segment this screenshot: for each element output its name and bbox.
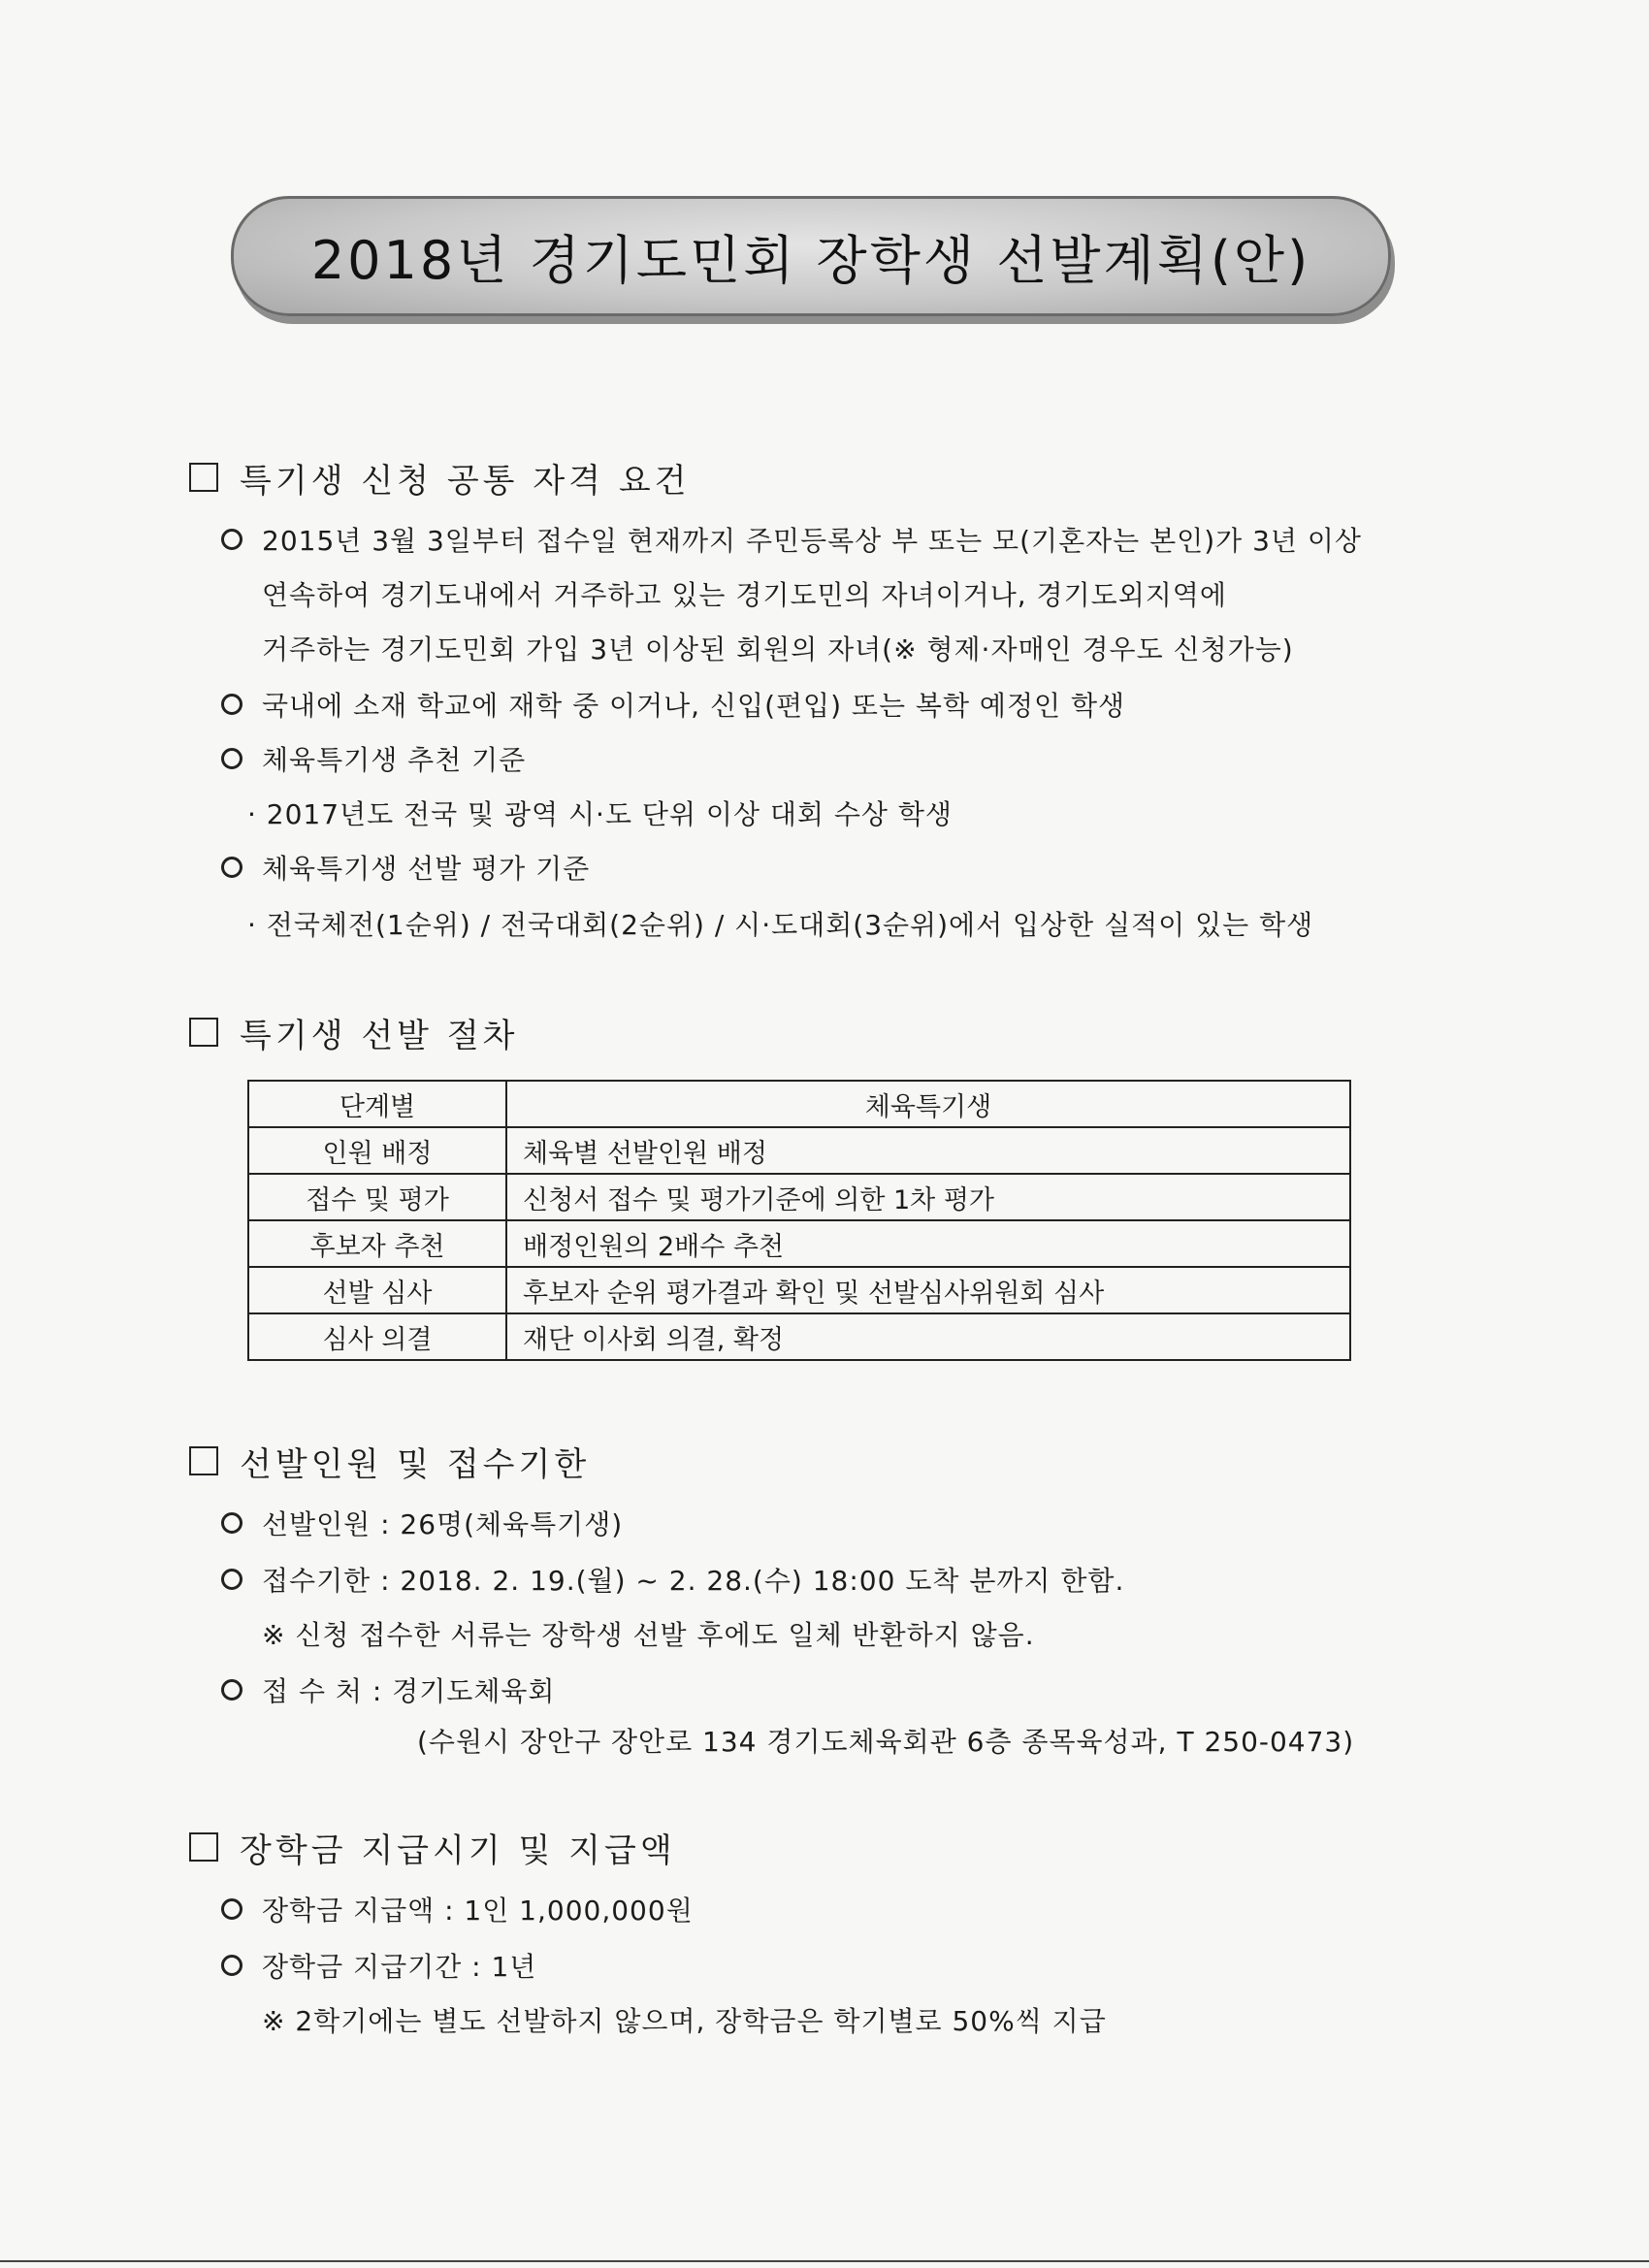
note: ※ 신청 접수한 서류는 장학생 선발 후에도 일체 반환하지 않음. (262, 1619, 1035, 1651)
circle-bullet-icon (221, 1898, 242, 1920)
table-cell: 선발 심사 (248, 1267, 506, 1313)
table-cell: 재단 이사회 의결, 확정 (506, 1313, 1350, 1360)
section-title: 특기생 선발 절차 (240, 1016, 519, 1055)
circle-bullet-icon (221, 1569, 242, 1590)
section-title: 선발인원 및 접수기한 (240, 1444, 591, 1484)
scan-edge-divider (0, 2260, 1649, 2262)
circle-bullet-icon (221, 1955, 242, 1976)
section-eligibility (189, 454, 691, 501)
checkbox-icon (189, 463, 218, 492)
checkbox-icon (189, 1018, 218, 1047)
list-item: 장학금 지급액 : 1인 1,000,000원 (221, 1890, 694, 1928)
table-cell: 심사 의결 (248, 1313, 506, 1360)
list-item-continuation: 거주하는 경기도민회 가입 3년 이상된 회원의 자녀(※ 형제·자매인 경우도 신청가능) (262, 633, 1294, 665)
list-item: 장학금 지급기간 : 1년 (221, 1946, 536, 1985)
list-item: 국내에 소재 학교에 재학 중 이거나, 신입(편입) 또는 복학 예정인 학생 (221, 685, 1125, 724)
table-cell: 후보자 순위 평가결과 확인 및 선발심사위원회 심사 (506, 1267, 1350, 1313)
sub-item: · 전국체전(1순위) / 전국대회(2순위) / 시·도대회(3순위)에서 입상한 실적이 있는 학생 (247, 909, 1314, 941)
circle-bullet-icon (221, 748, 242, 769)
procedure-table (247, 1080, 1351, 1361)
table-cell: 체육별 선발인원 배정 (506, 1127, 1350, 1174)
column-header: 단계별 (248, 1081, 506, 1127)
circle-bullet-icon (221, 1512, 242, 1534)
section-procedure (189, 1009, 519, 1055)
checkbox-icon (189, 1446, 218, 1475)
column-header: 체육특기생 (506, 1081, 1350, 1127)
list-item: 2015년 3월 3일부터 접수일 현재까지 주민등록상 부 또는 모(기혼자는 본인)가 3년 이상 (221, 520, 1362, 559)
document-title: 2018년 경기도민회 장학생 선발계획(안) (310, 229, 1311, 291)
table-cell: 후보자 추천 (248, 1220, 506, 1267)
list-item: 접수기한 : 2018. 2. 19.(월) ~ 2. 28.(수) 18:00 도착 분까지 한함. (221, 1560, 1124, 1599)
address: (수원시 장안구 장안로 134 경기도체육회관 6층 종목육성과, T 250-0473) (417, 1726, 1355, 1758)
section-title: 특기생 신청 공통 자격 요건 (240, 461, 691, 501)
table-header-row (248, 1081, 1350, 1127)
table-cell: 신청서 접수 및 평가기준에 의한 1차 평가 (506, 1174, 1350, 1220)
checkbox-icon (189, 1832, 218, 1862)
circle-bullet-icon (221, 694, 242, 715)
list-item: 체육특기생 선발 평가 기준 (221, 848, 590, 887)
list-item-continuation: 연속하여 경기도내에서 거주하고 있는 경기도민의 자녀이거나, 경기도외지역에 (262, 579, 1227, 611)
section-quota-deadline (189, 1438, 590, 1484)
section-title: 장학금 지급시기 및 지급액 (240, 1831, 676, 1870)
sub-item: · 2017년도 전국 및 광역 시·도 단위 이상 대회 수상 학생 (247, 798, 953, 830)
table-row (248, 1127, 1350, 1174)
table-cell: 접수 및 평가 (248, 1174, 506, 1220)
title-banner (231, 196, 1391, 316)
table-row (248, 1220, 1350, 1267)
list-item: 접 수 처 : 경기도체육회 (221, 1670, 555, 1709)
table-cell: 배정인원의 2배수 추천 (506, 1220, 1350, 1267)
table-row (248, 1313, 1350, 1360)
list-item: 선발인원 : 26명(체육특기생) (221, 1504, 623, 1542)
table-row (248, 1267, 1350, 1313)
circle-bullet-icon (221, 1679, 242, 1701)
table-cell: 인원 배정 (248, 1127, 506, 1174)
circle-bullet-icon (221, 529, 242, 550)
section-scholarship (189, 1824, 676, 1870)
note: ※ 2학기에는 별도 선발하지 않으며, 장학금은 학기별로 50%씩 지급 (262, 2005, 1107, 2037)
list-item: 체육특기생 추천 기준 (221, 739, 526, 778)
circle-bullet-icon (221, 857, 242, 878)
table-row (248, 1174, 1350, 1220)
